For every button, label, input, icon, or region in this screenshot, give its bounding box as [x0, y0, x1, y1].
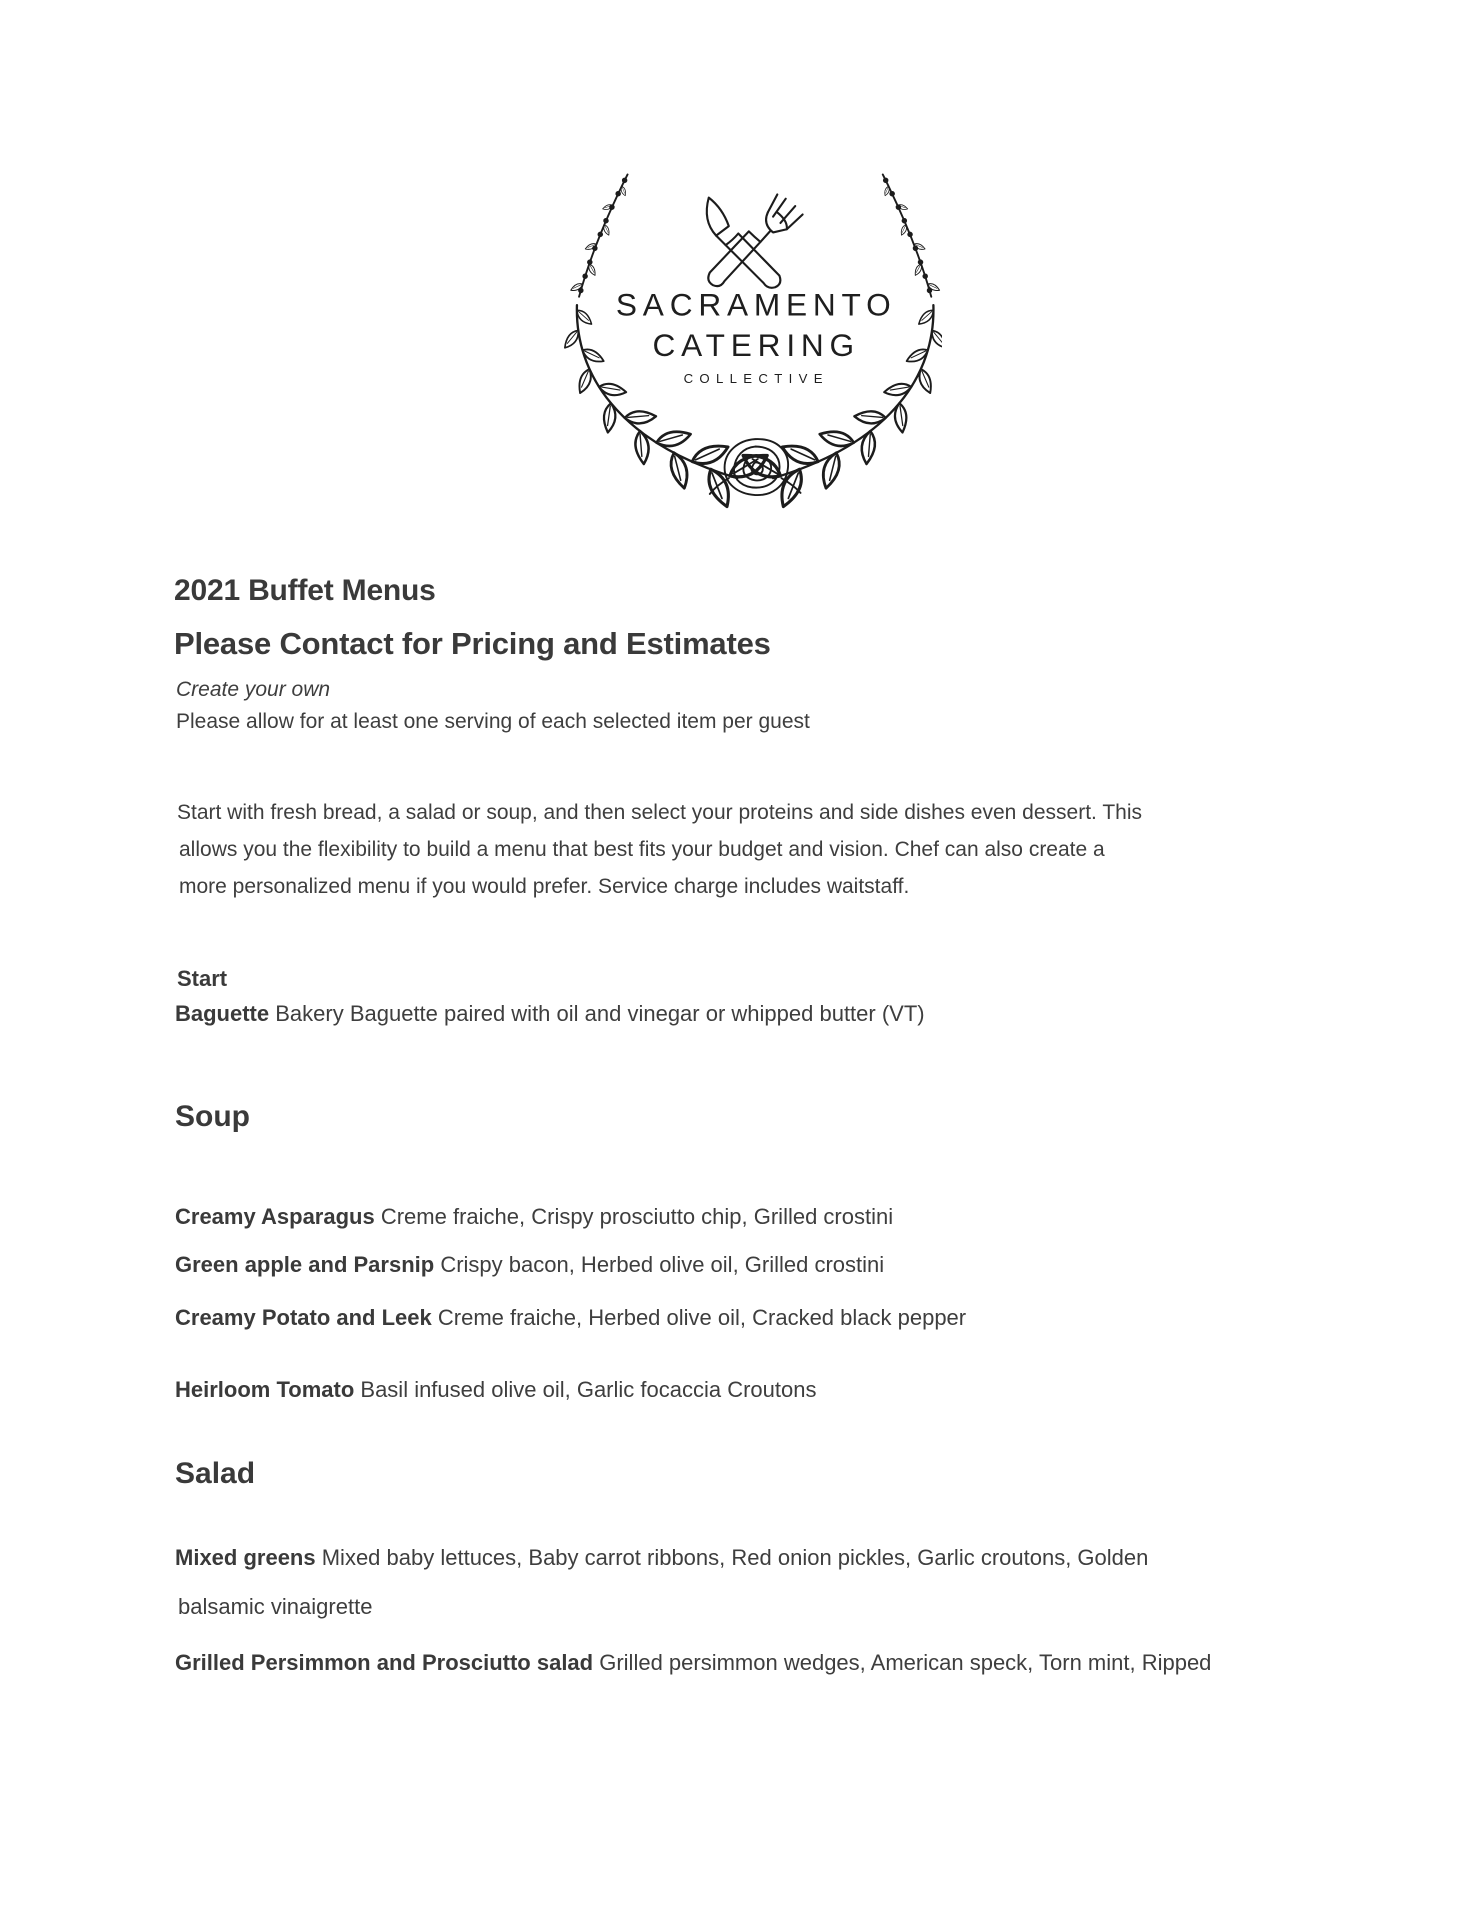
- menu-item-desc: Bakery Baguette paired with oil and vinegar or whipped butter (VT): [275, 1001, 925, 1026]
- berry-icon: [922, 273, 929, 280]
- menu-item-creamy-potato-leek: [175, 1305, 966, 1331]
- leaf-icon: [900, 224, 907, 236]
- berry-icon: [906, 231, 913, 238]
- menu-item-desc: Mixed baby lettuces, Baby carrot ribbons, Red onion pickles, Garlic croutons, Golden: [321, 1545, 1149, 1570]
- menu-item-name: Heirloom Tomato: [175, 1377, 355, 1402]
- menu-item-name: Green apple and Parsnip: [175, 1252, 435, 1277]
- leaf-icon: [665, 451, 693, 490]
- logo: [562, 166, 942, 512]
- leaf-icon: [819, 430, 855, 447]
- leaf-icon: [588, 263, 597, 277]
- intro-line-3: more personalized menu if you would prefer. Service charge includes waitstaff.: [179, 875, 910, 898]
- leaf-icon: [603, 403, 616, 433]
- section-heading-start: Start: [177, 966, 228, 991]
- leaf-icon: [602, 203, 613, 212]
- berry-icon: [615, 190, 622, 197]
- crossed-knife-fork-icon: [707, 194, 803, 287]
- logo-subtitle: CATERING: [652, 326, 860, 363]
- leaf-icon: [883, 380, 912, 399]
- menu-item-desc: Creme fraiche, Herbed olive oil, Cracked black pepper: [437, 1305, 967, 1330]
- menu-item-mixed-greens: [175, 1545, 1148, 1571]
- intro-line-2: allows you the flexibility to build a menu that best fits your budget and vision. Chef can also create a: [179, 838, 1105, 861]
- intro-line-1: Start with fresh bread, a salad or soup, and then select your proteins and side dishes even dessert. This: [177, 801, 1142, 824]
- berry-icon: [621, 177, 628, 184]
- logo-tagline: COLLECTIVE: [683, 371, 829, 387]
- menu-item-heirloom-tomato: [175, 1377, 816, 1403]
- leaf-icon: [632, 430, 653, 465]
- leaf-icon: [884, 186, 890, 197]
- leaf-icon: [603, 224, 610, 236]
- menu-item-desc-continuation: balsamic vinaigrette: [178, 1594, 373, 1619]
- leaf-icon: [917, 368, 933, 395]
- berry-icon: [597, 231, 604, 238]
- leaf-icon: [897, 203, 908, 212]
- menu-item-green-apple-parsnip: [175, 1252, 884, 1278]
- page-title: 2021 Buffet Menus: [174, 574, 436, 607]
- menu-item-mixed-greens-continuation: [178, 1594, 372, 1620]
- leaf-icon: [894, 403, 907, 433]
- menu-item-name: Grilled Persimmon and Prosciutto salad: [175, 1650, 594, 1675]
- menu-item-name: Creamy Asparagus: [175, 1204, 375, 1229]
- menu-item-desc: Grilled persimmon wedges, American speck, Torn mint, Ripped: [599, 1650, 1212, 1675]
- berry-icon: [602, 217, 609, 224]
- leaf-icon: [620, 186, 626, 197]
- menu-item-desc: Basil infused olive oil, Garlic focaccia Croutons: [360, 1377, 817, 1402]
- leaf-icon: [817, 451, 845, 490]
- page-subtitle: Please Contact for Pricing and Estimates: [174, 626, 771, 661]
- section-heading-soup: Soup: [175, 1100, 250, 1133]
- menu-item-name: Baguette: [175, 1001, 270, 1026]
- leaf-icon: [656, 430, 692, 447]
- leaf-icon: [563, 328, 581, 351]
- leaf-icon: [858, 430, 879, 465]
- section-heading-salad: Salad: [175, 1457, 256, 1490]
- berry-icon: [901, 217, 908, 224]
- berry-icon: [582, 273, 589, 280]
- menu-item-grilled-persimmon-prosciutto: [175, 1650, 1211, 1676]
- leaf-icon: [598, 380, 627, 399]
- leaf-icon: [914, 263, 923, 277]
- berry-icon: [888, 190, 895, 197]
- logo-title: SACRAMENTO: [615, 286, 897, 323]
- leaf-icon: [577, 368, 593, 395]
- menu-item-name: Mixed greens: [175, 1545, 316, 1570]
- menu-item-baguette: [175, 1001, 925, 1027]
- menu-tagline: Create your own: [176, 678, 331, 701]
- logo-wreath-icon: [562, 166, 942, 514]
- serving-note: Please allow for at least one serving of each selected item per guest: [176, 710, 810, 733]
- menu-item-desc: Crispy bacon, Herbed olive oil, Grilled crostini: [440, 1252, 885, 1277]
- menu-item-creamy-asparagus: [175, 1204, 893, 1230]
- menu-item-name: Creamy Potato and Leek: [175, 1305, 432, 1330]
- berry-icon: [882, 177, 889, 184]
- menu-item-desc: Creme fraiche, Crispy prosciutto chip, Grilled crostini: [380, 1204, 894, 1229]
